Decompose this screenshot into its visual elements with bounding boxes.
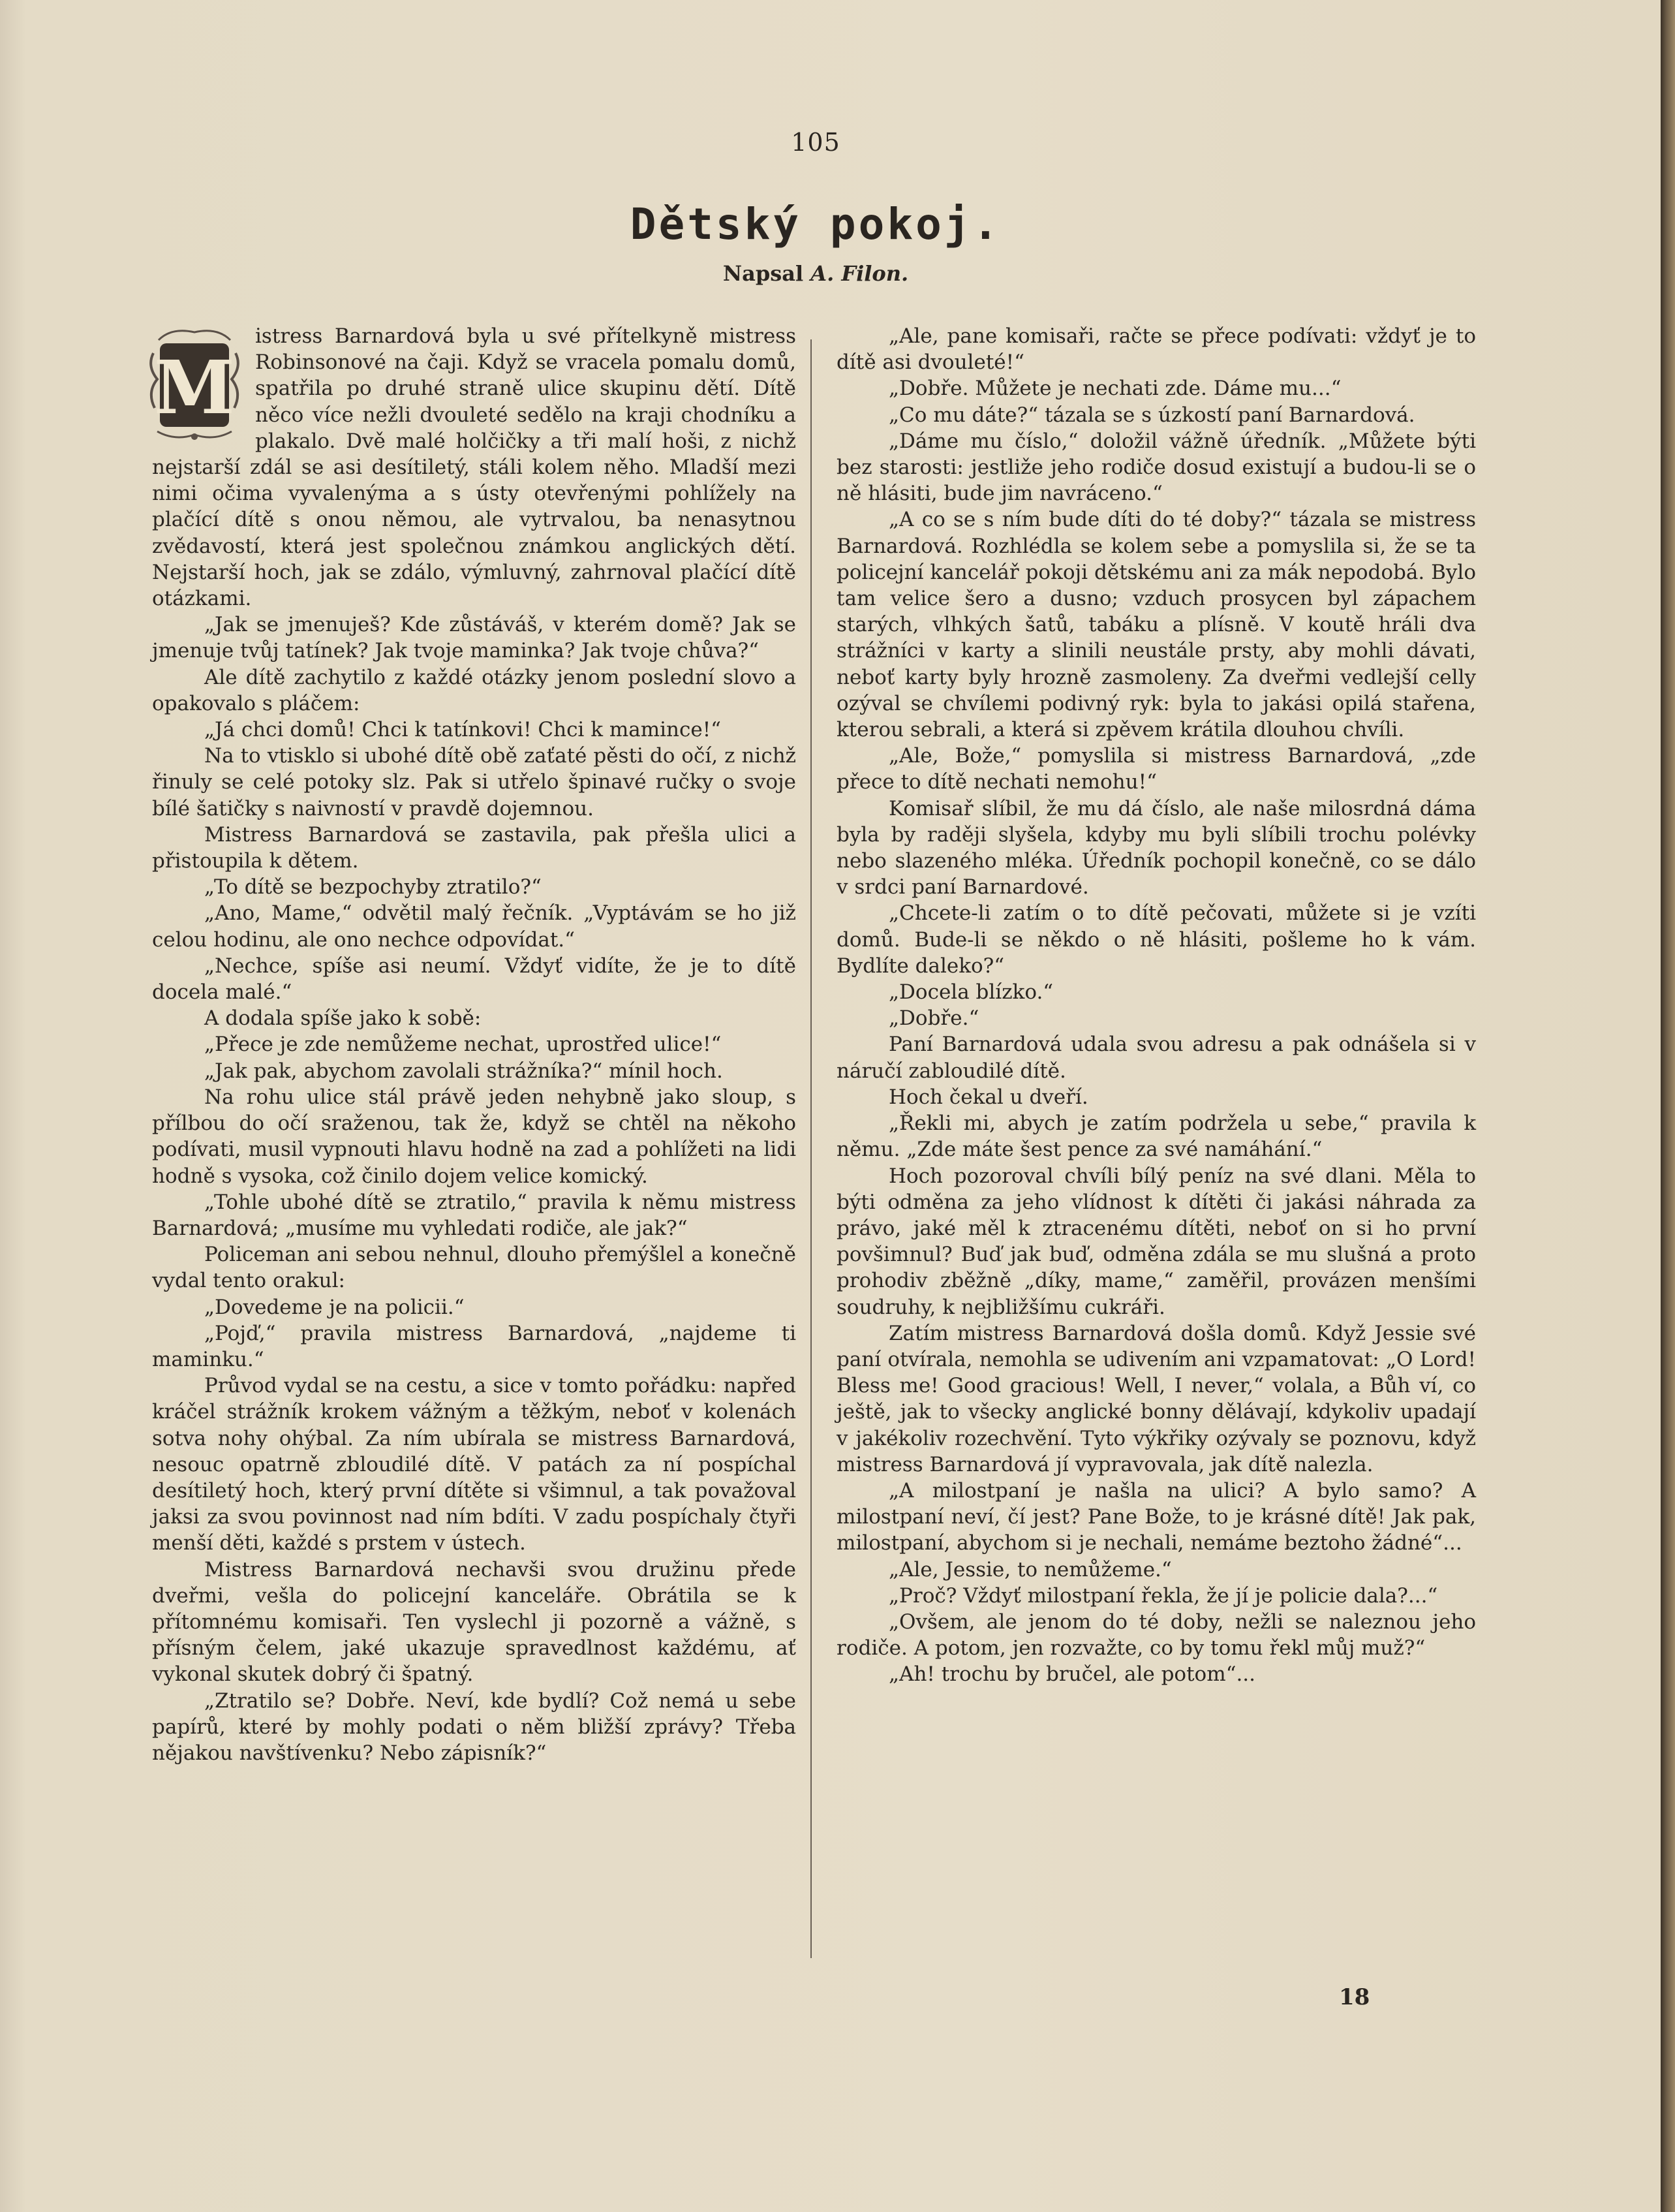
paragraph: „Ale, pane komisaři, račte se přece podívati: vždyť je to dítě asi dvouleté!“ xyxy=(837,324,1476,375)
paragraph: Komisař slíbil, že mu dá číslo, ale naše milosrdná dáma byla by raději slyšela, kdyby mu byli slíbili trochu polévky nebo slazeného mléka. Úředník pochopil konečně, co se dálo v srdci paní Barnardové. xyxy=(837,796,1476,899)
paragraph: Zatím mistress Barnardová došla domů. Když Jessie své paní otvírala, nemohla se udivením ani vzpamatovat: „O Lord! Bless me! Good gracious! Well, I never,“ volala, a Bůh ví, co ještě, jak to všecky anglické bonny dělávají, kdykoliv upadají v jakékoliv rozechvění. Tyto výkřiky ozývaly se poznovu, když mistress Barnardová jí vypravovala, jak dítě nalezla. xyxy=(837,1321,1476,1476)
paragraph: Na rohu ulice stál právě jeden nehybně jako sloup, s přílbou do očí sraženou, tak že, když se chtěl na někoho podívati, musil vypnouti hlavu hodně na zad a pohlížeti na lidi hodně s vysoka, což činilo dojem velice komický. xyxy=(152,1085,796,1188)
paragraph: Hoch pozoroval chvíli bílý peníz na své dlani. Měla to býti odměna za jeho vlídnost k dítěti či jakási náhrada za právo, jaké měl k ztracenému dítěti, neboť on si ho první povšimnul? Buď jak buď, odměna zdála se mu slušná a proto prohodiv zběžně „díky, mame,“ zaměřil, provázen menšími soudruhy, k nejbližšímu cukráři. xyxy=(837,1164,1476,1319)
paragraph: „Dobře. Můžete je nechati zde. Dáme mu...“ xyxy=(889,377,1342,401)
paragraph: „A co se s ním bude díti do té doby?“ tázala se mistress Barnardová. Rozhlédla se kolem sebe a pomyslila si, že se ta policejní kancelář pokoji dětskému ani za mák nepodobá. Bylo tam velice šero a dusno; vzduch prosycen byl zápachem starých, vlhkých šatů, tabáku a plísně. V koutě hráli dva strážníci v karty a slinili neustále prsty, aby mohli dávati, neboť karty byly hrozně zasmoleny. Za dveřmi vedlejší celly ozýval se chvílemi podivný ryk: byla to jakási opilá stařena, kterou sebrali, a která si zpěvem krátila dlouhou chvíli. xyxy=(837,508,1476,742)
paragraph: „Ale, Jessie, to nemůžeme.“ xyxy=(889,1557,1172,1581)
ornament-icon xyxy=(146,327,243,441)
paragraph: „Dovedeme je na policii.“ xyxy=(204,1295,465,1319)
paragraph: „Já chci domů! Chci k tatínkovi! Chci k mamince!“ xyxy=(204,718,721,742)
paragraph: „A milostpaní je našla na ulici? A bylo samo? A milostpaní neví, čí jest? Pane Bože, to je krásné dítě! Jak pak, milostpaní, abychom si je nechali, nemáme beztoho žádné“... xyxy=(837,1478,1476,1555)
paragraph: M istress Barnardová byla u své přítelkyně mistress Robinsonové na čaji. Když se vracela pomalu domů, spatřila po druhé straně ulice skupinu dětí. Dítě něco více nežli dvouleté sedělo na kraji chodníku a plakalo. Dvě malé holčičky a tři malí hoši, z nichž nejstarší zdál se asi desítiletý, stáli kolem něho. Mladší mezi nimi očima vyvalenýma a s ústy otevřenými pohlížely na plačící dítě s onou němou, ale vytrvalou, ba nenasytnou zvědavostí, která jest společnou známkou anglických dětí. Nejstarší hoch, jak se zdálo, výmluvný, zahrnoval plačící dítě otázkami. xyxy=(152,323,796,612)
paragraph: Paní Barnardová udala svou adresu a pak odnášela si v náručí zabloudilé dítě. xyxy=(837,1033,1476,1083)
byline-author: A. Filon. xyxy=(810,261,909,286)
svg-text:M: M xyxy=(154,345,235,431)
paragraph: „Nechce, spíše asi neumí. Vždyť vidíte, že je to dítě docela malé.“ xyxy=(152,954,796,1005)
paragraph: „Chcete-li zatím o to dítě pečovati, můžete si je vzíti domů. Bude-li se někdo o ně hlásiti, pošleme ho k vám. Bydlíte daleko?“ xyxy=(837,901,1476,978)
right-column xyxy=(837,323,1476,1688)
paragraph: „Docela blízko.“ xyxy=(889,980,1054,1005)
paragraph: „Jak pak, abychom zavolali strážníka?“ mínil hoch. xyxy=(204,1059,723,1083)
paragraph: „Pojď,“ pravila mistress Barnardová, „najdeme ti maminku.“ xyxy=(152,1321,796,1371)
paragraph: „Ano, Mame,“ odvětil malý řečník. „Vyptávám se ho již celou hodinu, ale ono nechce odpovídat.“ xyxy=(152,901,796,952)
paragraph: Průvod vydal se na cestu, a sice v tomto pořádku: napřed kráčel strážník krokem vážným a těžkým, neboť v kolenách sotva nohy ohýbal. Za ním ubírala se mistress Barnardová, nesouc opatrně zbloudilé dítě. V patách za ní pospíchal desítiletý hoch, který první dítěte si všimnul, a tak považoval jaksi za svou povinnost nad ním bdíti. V zadu pospíchaly čtyři menší děti, každé s prstem v ústech. xyxy=(152,1374,796,1555)
paragraph: A dodala spíše jako k sobě: xyxy=(204,1006,482,1031)
paragraph: „Ale, Bože,“ pomyslila si mistress Barnardová, „zde přece to dítě nechati nemohu!“ xyxy=(837,744,1476,794)
left-column xyxy=(152,323,796,1766)
paragraph: Mistress Barnardová se zastavila, pak přešla ulici a přistoupila k dětem. xyxy=(152,822,796,873)
paragraph: „Dáme mu číslo,“ doložil vážně úředník. „Můžete býti bez starosti: jestliže jeho rodiče dosud existují a budou-li se o ně hlásiti, bude jim navráceno.“ xyxy=(837,429,1476,506)
byline xyxy=(620,261,1011,286)
paragraph: „Proč? Vždyť milostpaní řekla, že jí je policie dala?...“ xyxy=(889,1583,1438,1608)
paragraph: „Řekli mi, abych je zatím podržela u sebe,“ pravila k němu. „Zde máte šest pence za své namáhání.“ xyxy=(837,1112,1476,1162)
paragraph: „To dítě se bezpochyby ztratilo?“ xyxy=(204,875,542,899)
paragraph: „Ovšem, ale jenom do té doby, nežli se naleznou jeho rodiče. A potom, jen rozvažte, co by tomu řekl můj muž?“ xyxy=(837,1610,1476,1660)
paragraph: „Jak se jmenuješ? Kde zůstáváš, v kterém domě? Jak se jmenuje tvůj tatínek? Jak tvoje maminka? Jak tvoje chůva?“ xyxy=(152,613,796,663)
paragraph: Mistress Barnardová nechavši svou družinu přede dveřmi, vešla do policejní kanceláře. Obrátila se k přítomnému komisaři. Ten vyslechl ji pozorně a vážně, s přísným čelem, jaké ukazuje spravedlnost každému, ať vykonal skutek dobrý či špatný. xyxy=(152,1557,796,1687)
byline-prefix: Napsal xyxy=(722,261,804,286)
drop-cap-initial xyxy=(146,327,243,441)
paragraph: Na to vtisklo si ubohé dítě obě zaťaté pěsti do očí, z nichž řinuly se celé potoky slz. Pak si utřelo špinavé ručky o svoje bílé šatičky s naivností v pravdě dojemnou. xyxy=(152,744,796,820)
paragraph: Ale dítě zachytilo z každé otázky jenom poslední slovo a opakovalo s pláčem: xyxy=(152,665,796,715)
paragraph: Hoch čekal u dveří. xyxy=(889,1085,1088,1109)
paragraph: „Ah! trochu by bručel, ale potom“... xyxy=(889,1662,1256,1687)
paragraph: Policeman ani sebou nehnul, dlouho přemýšlel a konečně vydal tento orakul: xyxy=(152,1243,796,1293)
paragraph: „Ztratilo se? Dobře. Neví, kde bydlí? Což nemá u sebe papírů, které by mohly podati o něm bližší zprávy? Třeba nějakou navštívenku? Nebo zápisník?“ xyxy=(152,1689,796,1765)
book-binding-edge xyxy=(1661,0,1675,2212)
paragraph: „Dobře.“ xyxy=(889,1006,979,1031)
page-number: 105 xyxy=(791,128,840,157)
paragraph: „Co mu dáte?“ tázala se s úzkostí paní Barnardová. xyxy=(889,403,1415,427)
signature-number: 18 xyxy=(1339,1984,1370,2010)
paragraph: „Tohle ubohé dítě se ztratilo,“ pravila k němu mistress Barnardová; „musíme mu vyhledati rodiče, ale jak?“ xyxy=(152,1190,796,1240)
column-divider xyxy=(810,339,812,1958)
article-title: Dětský pokoj. xyxy=(630,199,1002,249)
paragraph: „Přece je zde nemůžeme nechat, uprostřed ulice!“ xyxy=(204,1033,722,1057)
